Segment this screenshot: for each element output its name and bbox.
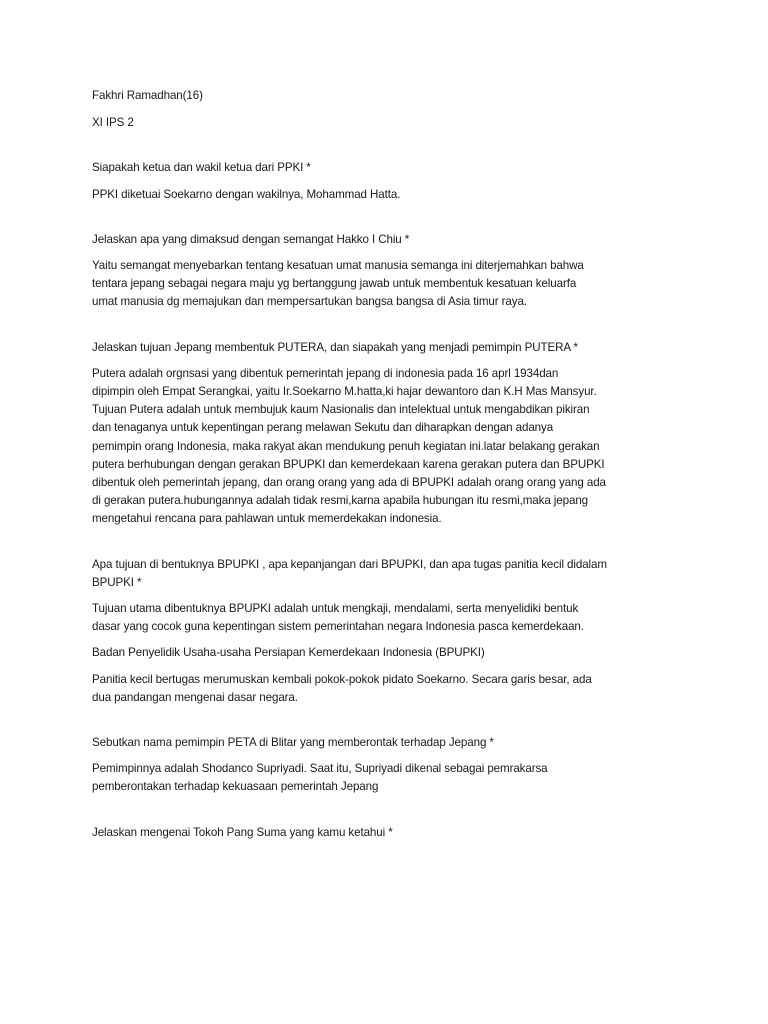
student-name: Fakhri Ramadhan(16) xyxy=(92,89,203,102)
question-2: Jelaskan apa yang dimaksud dengan semangat Hakko I Chiu * xyxy=(92,232,410,246)
answer-1: PPKI diketuai Soekarno dengan wakilnya, Mohammad Hatta. xyxy=(92,187,401,201)
answer-3: Putera adalah orgnsasi yang dibentuk pemerintah jepang di indonesia pada 16 aprl 1934dan dipimpin oleh Empat Serangkai, yaitu Ir.Soekarno M.hatta,ki hajar dewantoro dan K.H Mas Mansyur. Tujuan Putera adalah untuk membujuk kaum Nasionalis dan intelektual untuk mengabdikan pikiran dan tenaganya untuk kepentingan perang melawan Sekutu dan diharapkan dengan adanya pemimpin orang Indonesia, maka rakyat akan mendukung penuh kegiatan ini.latar belakang gerakan putera berhubungan dengan gerakan BPUPKI dan kemerdekaan karena gerakan putera dan BPUPKI dibentuk oleh pemerintah jepang, dan orang orang yang ada di BPUPKI adalah orang orang yang ada di gerakan putera.hubungannya adalah tidak resmi,karna apabila hubungan itu resmi,maka jepang mengetahui rencana para pahlawan untuk memerdekakan indonesia. xyxy=(92,366,606,526)
question-5: Sebutkan nama pemimpin PETA di Blitar yang memberontak terhadap Jepang * xyxy=(92,736,494,750)
question-1: Siapakah ketua dan wakil ketua dari PPKI * xyxy=(92,161,311,175)
question-3: Jelaskan tujuan Jepang membentuk PUTERA, dan siapakah yang menjadi pemimpin PUTERA * xyxy=(92,340,578,354)
student-class: XI IPS 2 xyxy=(92,116,134,130)
document-page xyxy=(92,87,680,842)
answer-2: Yaitu semangat menyebarkan tentang kesatuan umat manusia semanga ini diterjemahkan bahwa tentara jepang sebagai negara maju yg bertanggung jawab untuk membentuk kesatuan keluarfa umat manusia dg memajukan dan mempersartukan bangsa bangsa di Asia timur raya. xyxy=(92,259,584,309)
answer-4a: Tujuan utama dibentuknya BPUPKI adalah untuk mengkaji, mendalami, serta menyelidiki bentuk dasar yang cocok guna kepentingan sistem pemerintahan negara Indonesia pasca kemerdekaan. xyxy=(92,602,584,634)
answer-5: Pemimpinnya adalah Shodanco Supriyadi. Saat itu, Supriyadi dikenal sebagai pemrakarsa pemberontakan terhadap kekuasaan pemerintah Jepang xyxy=(92,762,548,794)
question-4: Apa tujuan di bentuknya BPUPKI , apa kepanjangan dari BPUPKI, dan apa tugas panitia kecil didalam BPUPKI * xyxy=(92,557,607,589)
answer-4c: Panitia kecil bertugas merumuskan kembali pokok-pokok pidato Soekarno. Secara garis besar, ada dua pandangan mengenai dasar negara. xyxy=(92,672,592,704)
answer-4b: Badan Penyelidik Usaha-usaha Persiapan Kemerdekaan Indonesia (BPUPKI) xyxy=(92,646,485,660)
question-6: Jelaskan mengenai Tokoh Pang Suma yang kamu ketahui * xyxy=(92,825,393,839)
